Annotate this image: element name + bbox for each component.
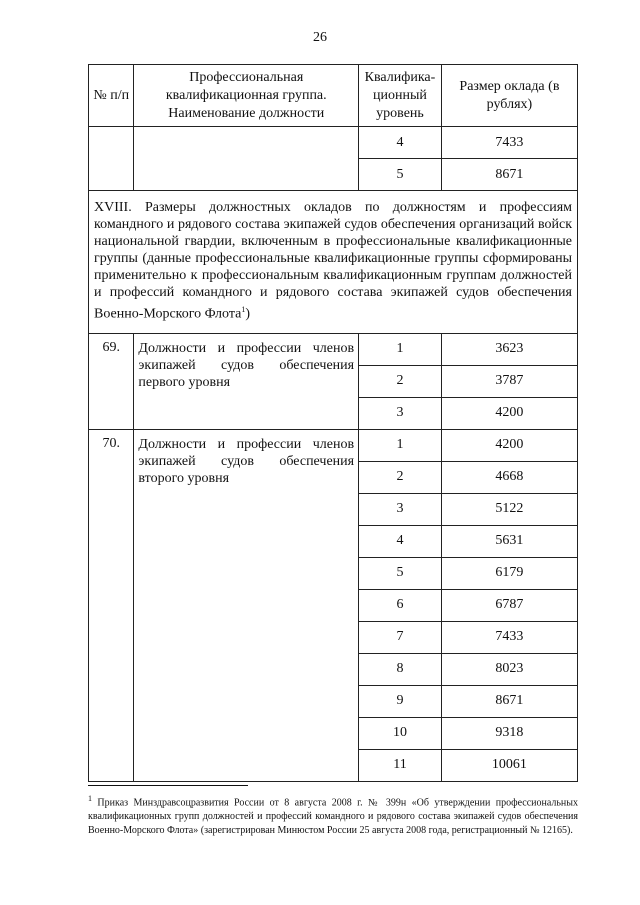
level-cell: 8 [359,653,442,685]
salary-cell: 9318 [441,717,577,749]
level-cell: 3 [359,493,442,525]
level-cell: 1 [359,333,442,365]
salary-cell: 5631 [441,525,577,557]
level-cell: 10 [359,717,442,749]
salary-cell: 10061 [441,749,577,781]
table-row [89,333,578,365]
row-index: 70. [89,429,134,781]
header-level: Квалифика-ционный уровень [359,65,442,127]
footnote-ref: 1 [241,305,246,314]
group-name: Должности и профессии членов экипажей судов обеспечения второго уровня [134,429,359,781]
header-salary: Размер оклада (в рублях) [441,65,577,127]
salary-cell: 8023 [441,653,577,685]
section-heading [89,191,578,334]
level-cell: 4 [359,525,442,557]
salary-cell: 8671 [441,685,577,717]
header-group: Профессиональная квалификационная группа. Наименование должности [134,65,359,127]
page-number: 26 [313,30,327,45]
table-header-row [89,65,578,127]
level-cell: 5 [359,557,442,589]
blank-num-cell [89,127,134,191]
salary-cell: 3623 [441,333,577,365]
section-text: XVIII. Размеры должностных окладов по должностям и профессиям командного и рядового состава экипажей судов обеспечения организаций войск национальной гвардии, включенным в профессиональные квалификационные группы (данные профессиональные квалификационные группы сформированы применительно к профессиональным квалификационным группам должностей и профессий командного и рядового состава экипажей судов обеспечения Военно-Морского Флота [94,200,572,322]
level-cell: 1 [359,429,442,461]
blank-group-cell [134,127,359,191]
table-row [89,127,578,159]
footnote-marker: 1 [88,794,92,803]
salary-cell: 4200 [441,429,577,461]
table-row [89,429,578,461]
salary-cell: 4200 [441,397,577,429]
level-cell: 6 [359,589,442,621]
footnote-divider [88,785,248,786]
level-cell: 7 [359,621,442,653]
salary-cell: 3787 [441,365,577,397]
salary-cell: 7433 [441,127,577,159]
level-cell: 5 [359,159,442,191]
salary-cell: 6787 [441,589,577,621]
salary-cell: 5122 [441,493,577,525]
level-cell: 11 [359,749,442,781]
salary-cell: 8671 [441,159,577,191]
row-index: 69. [89,333,134,429]
footnote [88,792,578,838]
salary-cell: 6179 [441,557,577,589]
level-cell: 2 [359,461,442,493]
level-cell: 3 [359,397,442,429]
level-cell: 4 [359,127,442,159]
header-num: № п/п [89,65,134,127]
level-cell: 9 [359,685,442,717]
section-text-end: ) [245,306,251,322]
salary-cell: 7433 [441,621,577,653]
level-cell: 2 [359,365,442,397]
salary-table [88,64,578,782]
footnote-text: Приказ Минздравсоцразвития России от 8 августа 2008 г. № 399н «Об утверждении профессиональных квалификационных групп должностей и профессий командного и рядового состава экипажей судов обеспечения Военно-Морского Флота» (зарегистрирован Минюстом России 25 августа 2008 года, регистрационный № 12165). [88,797,578,837]
group-name: Должности и профессии членов экипажей судов обеспечения первого уровня [134,333,359,429]
section-row [89,191,578,334]
salary-cell: 4668 [441,461,577,493]
